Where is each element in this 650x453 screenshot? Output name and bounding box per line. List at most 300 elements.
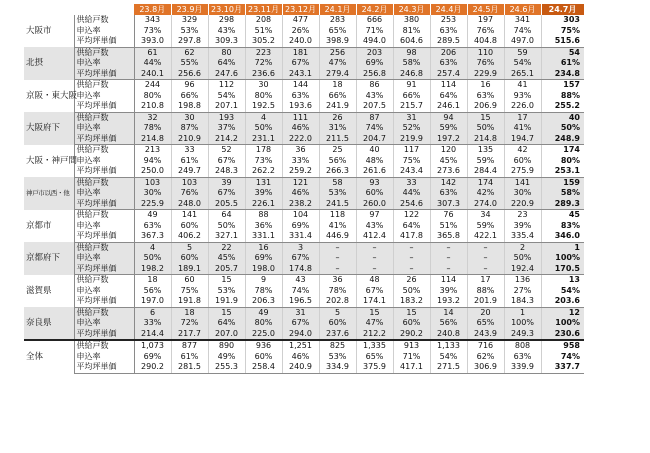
table-cell: 494.0 xyxy=(356,36,393,47)
table-cell: 283 xyxy=(319,15,356,26)
month-header: 24.7月 xyxy=(541,4,584,15)
table-cell: 78% xyxy=(134,123,171,134)
table-cell: 46% xyxy=(282,188,319,199)
table-cell: 54% xyxy=(208,91,245,102)
table-cell: 50% xyxy=(134,253,171,264)
table-cell: 33 xyxy=(393,177,430,188)
table-cell: 1,251 xyxy=(282,340,319,352)
region-name: 大阪市 xyxy=(24,15,74,47)
table-cell: 39% xyxy=(504,221,541,232)
table-cell: 83% xyxy=(560,220,580,230)
metric-label: 平均坪単価 xyxy=(74,69,134,80)
table-row xyxy=(24,47,584,58)
table-cell: 73% xyxy=(245,156,282,167)
table-cell: 54 xyxy=(541,47,584,58)
table-cell: 88% xyxy=(560,90,580,100)
table-cell: 203 xyxy=(356,47,393,58)
table-cell: 335.4 xyxy=(504,231,541,242)
table-cell: – xyxy=(393,264,430,275)
table-cell: 3 xyxy=(282,242,319,253)
region-name: 大阪府下 xyxy=(24,112,74,145)
table-cell: 240.8 xyxy=(430,329,467,341)
table-cell: 54% xyxy=(504,58,541,69)
metric-label: 平均坪単価 xyxy=(74,231,134,242)
table-cell: 256.6 xyxy=(171,69,208,80)
table-cell: 30 xyxy=(245,80,282,91)
table-cell: 327.1 xyxy=(208,231,245,242)
metric-label: 供給戸数 xyxy=(74,112,134,123)
metric-label: 供給戸数 xyxy=(74,47,134,58)
table-row xyxy=(24,296,584,307)
table-cell: 42 xyxy=(504,145,541,156)
table-cell: 131 xyxy=(245,177,282,188)
table-cell: 309.3 xyxy=(208,36,245,47)
table-cell: 4 xyxy=(134,242,171,253)
table-cell: 118 xyxy=(319,210,356,221)
table-cell: 26% xyxy=(282,26,319,37)
table-cell: 47% xyxy=(356,318,393,329)
table-cell: 33 xyxy=(171,145,208,156)
table-cell: 404.8 xyxy=(467,36,504,47)
table-cell: 43% xyxy=(356,91,393,102)
table-cell: 27% xyxy=(504,286,541,297)
table-cell: 958 xyxy=(541,340,584,352)
table-cell: 76% xyxy=(171,188,208,199)
month-header: 24.3月 xyxy=(393,4,430,15)
table-cell: 214.8 xyxy=(467,134,504,145)
table-cell: 45% xyxy=(208,253,245,264)
table-cell: 100% xyxy=(504,318,541,329)
table-cell: 14 xyxy=(430,307,467,318)
metric-label: 平均坪単価 xyxy=(74,199,134,210)
table-row xyxy=(24,101,584,112)
table-cell: 18 xyxy=(134,275,171,286)
table-cell: 12 xyxy=(541,307,584,318)
table-cell: 80% xyxy=(245,91,282,102)
table-cell: 248.3 xyxy=(208,166,245,177)
table-cell: 248.0 xyxy=(171,199,208,210)
table-cell: 331.4 xyxy=(282,231,319,242)
table-cell: 174 xyxy=(563,145,580,154)
table-cell: 197 xyxy=(467,15,504,26)
table-cell: 75% xyxy=(393,156,430,167)
table-cell: 261.6 xyxy=(356,166,393,177)
metric-label: 供給戸数 xyxy=(74,307,134,318)
table-cell: 65% xyxy=(467,318,504,329)
table-cell: 18 xyxy=(171,307,208,318)
table-cell: 58 xyxy=(319,177,356,188)
table-cell: 30 xyxy=(171,112,208,123)
table-cell: 72% xyxy=(245,58,282,69)
table-cell: 271.5 xyxy=(430,362,467,373)
table-cell: 71% xyxy=(393,352,430,363)
table-row xyxy=(24,362,584,373)
table-cell: 91 xyxy=(393,80,430,91)
table-cell: 67% xyxy=(282,253,319,264)
metric-label: 平均坪単価 xyxy=(74,36,134,47)
table-cell: 59% xyxy=(467,221,504,232)
table-cell: 50% xyxy=(245,123,282,134)
table-cell: 181 xyxy=(282,47,319,58)
table-cell: 53% xyxy=(319,352,356,363)
table-cell: 71% xyxy=(356,26,393,37)
table-cell: 206.3 xyxy=(245,296,282,307)
table-cell: 289.3 xyxy=(541,199,584,210)
table-cell: 231.1 xyxy=(245,134,282,145)
table-cell: 341 xyxy=(504,15,541,26)
table-row xyxy=(24,15,584,26)
table-cell: 266.3 xyxy=(319,166,356,177)
metric-label: 申込率 xyxy=(74,188,134,199)
table-cell: 207.1 xyxy=(208,101,245,112)
metric-label: 供給戸数 xyxy=(74,242,134,253)
table-row xyxy=(24,221,584,232)
table-cell: 234.8 xyxy=(541,69,584,80)
table-cell: 334.9 xyxy=(319,362,356,373)
table-cell: 243.4 xyxy=(393,166,430,177)
table-cell: 58% xyxy=(541,188,584,199)
table-row xyxy=(24,318,584,329)
table-cell: 274.0 xyxy=(467,199,504,210)
table-cell: 43 xyxy=(282,275,319,286)
table-cell: 64% xyxy=(393,221,430,232)
table-cell: 417.1 xyxy=(393,362,430,373)
table-cell: 225.9 xyxy=(134,199,171,210)
table-cell: 64% xyxy=(208,318,245,329)
metric-label: 供給戸数 xyxy=(74,340,134,352)
table-cell: 477 xyxy=(282,15,319,26)
table-cell: 45 xyxy=(568,210,580,219)
table-cell: 198.8 xyxy=(171,101,208,112)
table-cell: 33% xyxy=(134,318,171,329)
header-blank-area xyxy=(24,4,74,15)
table-cell: 1 xyxy=(504,307,541,318)
table-cell: 112 xyxy=(208,80,245,91)
table-cell: 913 xyxy=(393,340,430,352)
month-header: 24.1月 xyxy=(319,4,356,15)
region-group xyxy=(24,145,584,178)
metric-label: 申込率 xyxy=(74,318,134,329)
table-cell: 87 xyxy=(356,112,393,123)
table-cell: 64% xyxy=(208,58,245,69)
table-cell: 39% xyxy=(245,188,282,199)
table-cell: 4 xyxy=(245,112,282,123)
table-cell: – xyxy=(467,242,504,253)
table-cell: 39 xyxy=(208,177,245,188)
table-cell: 117 xyxy=(393,145,430,156)
table-cell: 69% xyxy=(356,58,393,69)
table-cell: 135 xyxy=(467,145,504,156)
month-header: 24.6月 xyxy=(504,4,541,15)
table-cell: – xyxy=(430,264,467,275)
table-cell: 214.8 xyxy=(134,134,171,145)
table-row xyxy=(24,123,584,134)
region-group xyxy=(24,15,584,47)
table-cell: 250.0 xyxy=(134,166,171,177)
table-cell: 202.8 xyxy=(319,296,356,307)
metric-label: 供給戸数 xyxy=(74,80,134,91)
table-cell: 174 xyxy=(467,177,504,188)
table-cell: 229.9 xyxy=(467,69,504,80)
table-cell: 15 xyxy=(467,112,504,123)
table-cell: 31% xyxy=(319,123,356,134)
table-cell: 204.7 xyxy=(356,134,393,145)
table-cell: 2 xyxy=(504,242,541,253)
table-cell: 49 xyxy=(134,210,171,221)
metric-label: 申込率 xyxy=(74,156,134,167)
table-row xyxy=(24,307,584,318)
table-cell: 281.5 xyxy=(171,362,208,373)
region-name: 北摂 xyxy=(24,47,74,80)
table-cell: 329 xyxy=(171,15,208,26)
table-cell: 93 xyxy=(356,177,393,188)
table-cell: 67% xyxy=(282,58,319,69)
table-cell: 306.9 xyxy=(467,362,504,373)
table-cell: 66% xyxy=(393,91,430,102)
table-cell: 66% xyxy=(171,91,208,102)
table-cell: 64% xyxy=(430,91,467,102)
table-cell: 48% xyxy=(356,156,393,167)
metric-label: 申込率 xyxy=(74,123,134,134)
region-name: 大阪・神戸間 xyxy=(24,145,74,178)
table-cell: 258.4 xyxy=(245,362,282,373)
table-cell: 497.0 xyxy=(504,36,541,47)
table-cell: 74% xyxy=(560,351,580,361)
table-cell: 42% xyxy=(467,188,504,199)
table-cell: 217.7 xyxy=(171,329,208,341)
table-cell: 243.1 xyxy=(282,69,319,80)
table-cell: 75% xyxy=(560,25,580,35)
table-cell: 32 xyxy=(134,112,171,123)
table-cell: 104 xyxy=(282,210,319,221)
table-cell: 275.9 xyxy=(504,166,541,177)
table-cell: 100% xyxy=(541,253,584,264)
table-cell: 174.1 xyxy=(356,296,393,307)
region-name: 京都市 xyxy=(24,210,74,243)
table-cell: 13 xyxy=(568,275,580,284)
table-cell: 257.4 xyxy=(430,69,467,80)
table-cell: 254.6 xyxy=(393,199,430,210)
table-cell: 208 xyxy=(245,15,282,26)
table-row xyxy=(24,253,584,264)
table-cell: 94 xyxy=(430,112,467,123)
table-cell: 41 xyxy=(504,80,541,91)
region-name: 神戸市以西・他 xyxy=(24,177,74,210)
table-cell: 244 xyxy=(134,80,171,91)
metric-label: 申込率 xyxy=(74,253,134,264)
table-cell: 246.1 xyxy=(430,101,467,112)
table-cell: 220.9 xyxy=(504,199,541,210)
table-cell: 222.0 xyxy=(282,134,319,145)
table-cell: 111 xyxy=(282,112,319,123)
table-row xyxy=(24,242,584,253)
table-cell: 80% xyxy=(134,91,171,102)
table-cell: 61% xyxy=(171,352,208,363)
table-cell: – xyxy=(356,264,393,275)
table-cell: 206 xyxy=(430,47,467,58)
table-cell: 80% xyxy=(560,155,580,165)
table-cell: 36 xyxy=(319,275,356,286)
table-row xyxy=(24,58,584,69)
month-header: 24.5月 xyxy=(467,4,504,15)
table-cell: 144 xyxy=(282,80,319,91)
table-cell: 53% xyxy=(171,26,208,37)
table-cell: 50% xyxy=(541,123,584,134)
table-cell: 193 xyxy=(208,112,245,123)
table-cell: 30% xyxy=(134,188,171,199)
table-cell: 515.6 xyxy=(541,36,584,47)
table-cell: 248.9 xyxy=(541,134,584,145)
table-cell: – xyxy=(393,253,430,264)
table-cell: 23 xyxy=(504,210,541,221)
table-cell: 56% xyxy=(430,318,467,329)
table-row xyxy=(24,275,584,286)
table-cell: 86 xyxy=(356,80,393,91)
table-cell: 141 xyxy=(504,177,541,188)
table-cell: 253.1 xyxy=(541,166,584,177)
table-row xyxy=(24,352,584,363)
table-cell: 223 xyxy=(245,47,282,58)
table-cell: 253 xyxy=(430,15,467,26)
region-group xyxy=(24,275,584,308)
table-cell: 63% xyxy=(467,91,504,102)
table-cell: 417.8 xyxy=(393,231,430,242)
table-cell: 53% xyxy=(319,188,356,199)
table-cell: 46% xyxy=(282,123,319,134)
table-cell: 249.7 xyxy=(171,166,208,177)
table-row xyxy=(24,156,584,167)
table-cell: 50% xyxy=(504,253,541,264)
table-cell: 205.5 xyxy=(208,199,245,210)
table-row xyxy=(24,36,584,47)
metric-label: 平均坪単価 xyxy=(74,166,134,177)
table-cell: 260.0 xyxy=(356,199,393,210)
table-cell: – xyxy=(393,242,430,253)
table-cell: 339.9 xyxy=(504,362,541,373)
table-cell: 213 xyxy=(134,145,171,156)
month-header: 23.12月 xyxy=(282,4,319,15)
table-row xyxy=(24,134,584,145)
table-cell: 303 xyxy=(563,15,580,24)
table-cell: 284.4 xyxy=(467,166,504,177)
table-cell: 936 xyxy=(245,340,282,352)
table-cell: 246.8 xyxy=(393,69,430,80)
table-cell: 51% xyxy=(245,26,282,37)
table-cell: 50% xyxy=(467,123,504,134)
metric-label: 供給戸数 xyxy=(74,145,134,156)
table-cell: 74% xyxy=(356,123,393,134)
region-name: 奈良県 xyxy=(24,307,74,340)
metric-label: 供給戸数 xyxy=(74,275,134,286)
table-cell: 60% xyxy=(171,253,208,264)
table-cell: 17 xyxy=(504,112,541,123)
region-group xyxy=(24,340,584,373)
table-cell: 346.0 xyxy=(541,231,584,242)
table-cell: 59% xyxy=(467,156,504,167)
table-cell: 15 xyxy=(356,307,393,318)
table-cell: 46% xyxy=(282,352,319,363)
table-cell: 1,133 xyxy=(430,340,467,352)
metric-label: 平均坪単価 xyxy=(74,264,134,275)
table-cell: 255.2 xyxy=(541,101,584,112)
table-row xyxy=(24,286,584,297)
table-cell: 67% xyxy=(356,286,393,297)
metric-label: 平均坪単価 xyxy=(74,362,134,373)
table-cell: 1,335 xyxy=(356,340,393,352)
table-cell: 243.9 xyxy=(467,329,504,341)
table-cell: 17 xyxy=(467,275,504,286)
table-cell: 60% xyxy=(356,188,393,199)
table-cell: 279.4 xyxy=(319,69,356,80)
table-cell: 25 xyxy=(319,145,356,156)
table-cell: 249.3 xyxy=(504,329,541,341)
table-cell: 96 xyxy=(171,80,208,91)
metric-label: 供給戸数 xyxy=(74,210,134,221)
table-cell: 380 xyxy=(393,15,430,26)
table-cell: 65% xyxy=(319,26,356,37)
table-cell: 60% xyxy=(393,318,430,329)
table-cell: 88 xyxy=(245,210,282,221)
table-cell: 88% xyxy=(467,286,504,297)
table-cell: 56% xyxy=(134,286,171,297)
table-cell: 294.0 xyxy=(282,329,319,341)
table-row xyxy=(24,145,584,156)
table-cell: 58% xyxy=(393,58,430,69)
table-cell: 247.6 xyxy=(208,69,245,80)
table-cell: 110 xyxy=(467,47,504,58)
table-cell: 422.1 xyxy=(467,231,504,242)
table-cell: 73% xyxy=(134,26,171,37)
table-cell: 194.7 xyxy=(504,134,541,145)
table-cell: 6 xyxy=(134,307,171,318)
table-cell: 16 xyxy=(467,80,504,91)
table-cell: 337.7 xyxy=(541,362,584,373)
table-cell: 214.4 xyxy=(134,329,171,341)
table-cell: 98 xyxy=(393,47,430,58)
table-cell: 60% xyxy=(319,318,356,329)
table-cell: 446.9 xyxy=(319,231,356,242)
table-cell: 63% xyxy=(134,221,171,232)
table-cell: 40 xyxy=(356,145,393,156)
metric-label: 平均坪単価 xyxy=(74,329,134,341)
table-row xyxy=(24,177,584,188)
table-cell: 31 xyxy=(393,112,430,123)
table-cell: 191.8 xyxy=(171,296,208,307)
table-cell: 60% xyxy=(504,156,541,167)
table-cell: 307.3 xyxy=(430,199,467,210)
table-cell: 65% xyxy=(356,352,393,363)
table-cell: 59 xyxy=(504,47,541,58)
month-header-row xyxy=(24,4,584,15)
table-cell: 197.0 xyxy=(134,296,171,307)
table-cell: 75% xyxy=(171,286,208,297)
table-cell: 31 xyxy=(282,307,319,318)
metric-label: 供給戸数 xyxy=(74,177,134,188)
month-header: 23.11月 xyxy=(245,4,282,15)
table-row xyxy=(24,69,584,80)
metric-label: 平均坪単価 xyxy=(74,296,134,307)
table-cell: 191.9 xyxy=(208,296,245,307)
table-cell: 39% xyxy=(430,286,467,297)
table-cell: 174.8 xyxy=(282,264,319,275)
table-cell: 198.2 xyxy=(134,264,171,275)
table-cell: 43% xyxy=(208,26,245,37)
table-cell: 393.0 xyxy=(134,36,171,47)
table-cell: 59% xyxy=(430,123,467,134)
table-cell: 34 xyxy=(467,210,504,221)
table-cell: 240.1 xyxy=(134,69,171,80)
table-cell: 808 xyxy=(504,340,541,352)
